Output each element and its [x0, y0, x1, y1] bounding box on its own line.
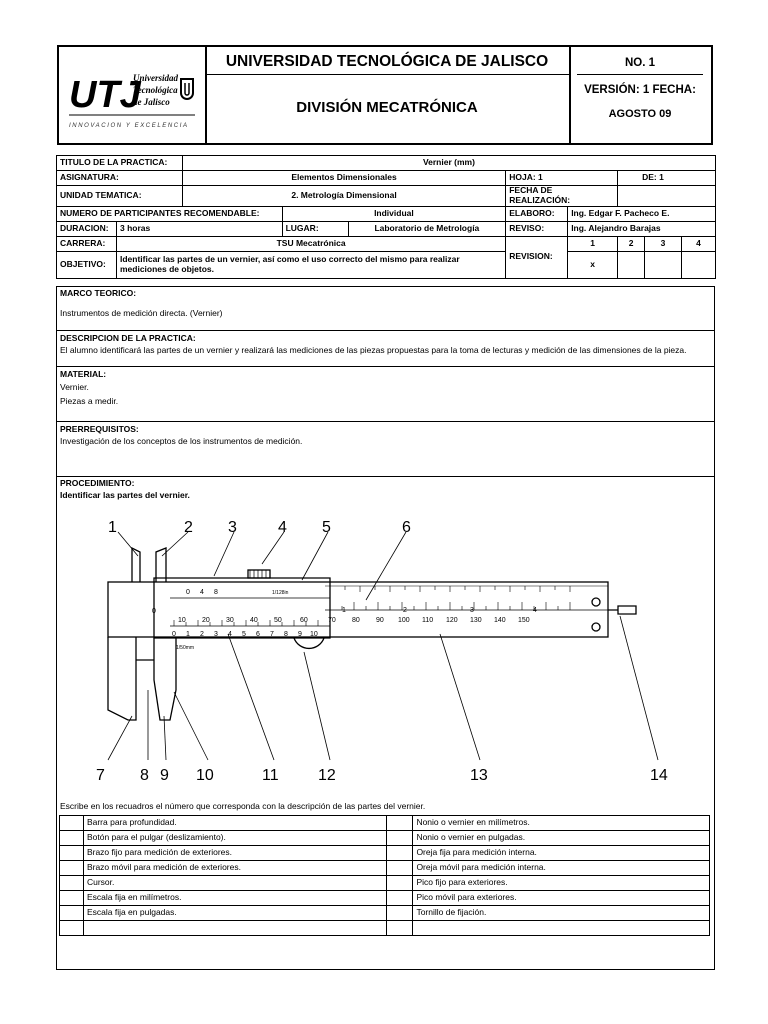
mm-label: 120 [446, 617, 458, 624]
mm-label: 10 [178, 617, 186, 624]
answer-box[interactable] [60, 831, 84, 846]
part-description: Oreja móvil para medición interna. [413, 861, 710, 876]
logo-line-3: de Jalisco [133, 97, 170, 107]
table-row [60, 906, 710, 921]
material-item: Vernier. [60, 382, 89, 392]
vernier-label: 7 [270, 631, 274, 638]
callout-number: 8 [140, 767, 149, 784]
part-description [83, 921, 387, 936]
mm-label: 60 [300, 617, 308, 624]
instructions-text: Escribe en los recuadros el número que corresponda con la descripción de las partes del vernier. [60, 801, 426, 811]
part-description: Botón para el pulgar (deslizamiento). [83, 831, 387, 846]
callout-number: 3 [228, 519, 237, 536]
table-row [60, 921, 710, 936]
answer-box[interactable] [60, 921, 84, 936]
titulo-value: Vernier (mm) [182, 156, 715, 171]
inch-label: 8 [214, 589, 218, 596]
fixed-jaw [108, 637, 136, 720]
answer-box[interactable] [60, 891, 84, 906]
part-description: Pico móvil para exteriores. [413, 891, 710, 906]
vernier-label: 5 [242, 631, 246, 638]
inch-label: 4 [533, 607, 537, 614]
lugar-value: Laboratorio de Metrología [348, 221, 506, 236]
prerreq-text: Investigación de los conceptos de los instrumentos de medición. [60, 436, 303, 446]
lugar-label: LUGAR: [282, 221, 348, 236]
cursor-body [154, 578, 330, 638]
vernier-label: 2 [200, 631, 204, 638]
inch-label: 1 [342, 607, 346, 614]
carrera-value: TSU Mecatrónica [116, 236, 505, 251]
callout-number: 5 [322, 519, 331, 536]
part-description: Cursor. [83, 876, 387, 891]
vernier-label: 6 [256, 631, 260, 638]
objetivo-label: OBJETIVO: [57, 251, 117, 278]
mm-label: 70 [328, 617, 336, 624]
elaboro-value: Ing. Edgar F. Pacheco E. [568, 206, 716, 221]
mm-label: 130 [470, 617, 482, 624]
logo-shield-icon [181, 79, 193, 99]
inch-label: 3 [470, 607, 474, 614]
document-date: AGOSTO 09 [608, 108, 672, 120]
duracion-label: DURACION: [57, 221, 117, 236]
material-title: MATERIAL: [60, 369, 107, 379]
fecha-label: FECHA DE REALIZACIÓN: [506, 186, 618, 207]
inch-label: 2 [403, 607, 407, 614]
parts-table [59, 815, 710, 936]
logo-line-1: Universidad [133, 73, 178, 83]
mm-label: 30 [226, 617, 234, 624]
callout-number: 11 [262, 767, 279, 784]
rev-mark-4 [681, 251, 715, 278]
mm-label: 100 [398, 617, 410, 624]
callout-number: 13 [470, 767, 488, 784]
answer-box[interactable] [387, 831, 413, 846]
table-row [60, 846, 710, 861]
vernier-label: 3 [214, 631, 218, 638]
vernier-diagram [90, 510, 680, 795]
mm-label: 0 [152, 608, 156, 615]
marco-section [57, 287, 714, 331]
answer-box[interactable] [387, 846, 413, 861]
mm-label: 150 [518, 617, 530, 624]
part-description: Escala fija en pulgadas. [83, 906, 387, 921]
de-label: DE: 1 [618, 171, 716, 186]
mm-label: 50 [274, 617, 282, 624]
unidad-label: UNIDAD TEMATICA: [57, 186, 183, 207]
callout-number: 7 [96, 767, 105, 784]
titulo-label: TITULO DE LA PRACTICA: [57, 156, 183, 171]
vernier-label: 1 [186, 631, 190, 638]
callout-number: 2 [184, 519, 193, 536]
vernier-label: 8 [284, 631, 288, 638]
answer-box[interactable] [387, 816, 413, 831]
callout-number: 14 [650, 767, 668, 784]
part-description: Tornillo de fijación. [413, 906, 710, 921]
inch-label: 0 [186, 589, 190, 596]
mm-label: 80 [352, 617, 360, 624]
descripcion-section [57, 330, 714, 367]
callout-number: 10 [196, 767, 214, 784]
material-section [57, 366, 714, 422]
logo-line-2: Tecnológica [133, 85, 178, 95]
answer-box[interactable] [60, 876, 84, 891]
answer-box[interactable] [387, 906, 413, 921]
utj-logo [59, 47, 207, 143]
answer-box[interactable] [387, 876, 413, 891]
callout-number: 1 [108, 519, 117, 536]
part-description: Pico fijo para exteriores. [413, 876, 710, 891]
prerreq-title: PRERREQUISITOS: [60, 424, 139, 434]
proc-subtitle: Identificar las partes del vernier. [60, 490, 190, 500]
proc-title: PROCEDIMIENTO: [60, 478, 135, 488]
document-number: NO. 1 [624, 57, 656, 69]
inch-unit-label: 1/128in [272, 590, 289, 596]
vernier-label: 4 [228, 631, 232, 638]
vernier-unit-label: 1/50mm [176, 645, 195, 651]
callout-number: 6 [402, 519, 411, 536]
part-description: Brazo fijo para medición de exteriores. [83, 846, 387, 861]
part-description: Oreja fija para medición interna. [413, 846, 710, 861]
reviso-label: REVISO: [506, 221, 568, 236]
university-name: UNIVERSIDAD TECNOLÓGICA DE JALISCO [225, 53, 549, 70]
document-header [57, 45, 713, 145]
table-row [60, 891, 710, 906]
participantes-label: NUMERO DE PARTICIPANTES RECOMENDABLE: [57, 206, 283, 221]
material-item: Piezas a medir. [60, 396, 119, 406]
callout-number: 9 [160, 767, 169, 784]
table-row [60, 876, 710, 891]
utj-logo-icon [59, 47, 205, 143]
rev-mark-3 [645, 251, 682, 278]
answer-box[interactable] [60, 861, 84, 876]
asignatura-label: ASIGNATURA: [57, 171, 183, 186]
answer-box[interactable] [387, 891, 413, 906]
part-description: Barra para profundidad. [83, 816, 387, 831]
duracion-value: 3 horas [116, 221, 282, 236]
rev-col-3: 3 [645, 236, 682, 251]
carrera-label: CARRERA: [57, 236, 117, 251]
mm-label: 40 [250, 617, 258, 624]
vernier-label: 9 [298, 631, 302, 638]
elaboro-label: ELABORO: [506, 206, 568, 221]
vernier-label: 10 [310, 631, 318, 638]
part-description: Brazo móvil para medición de exteriores. [83, 861, 387, 876]
rev-mark-2 [618, 251, 645, 278]
revision-label: REVISION: [506, 236, 568, 278]
answer-box[interactable] [387, 861, 413, 876]
part-description: Nonio o vernier en pulgadas. [413, 831, 710, 846]
rev-col-1: 1 [568, 236, 618, 251]
descripcion-title: DESCRIPCION DE LA PRACTICA: [60, 333, 196, 343]
answer-box[interactable] [60, 816, 84, 831]
table-row [60, 831, 710, 846]
division-name: DIVISIÓN MECATRÓNICA [296, 99, 478, 116]
version-label: VERSIÓN: 1 FECHA: [584, 84, 696, 96]
callout-number: 12 [318, 767, 336, 784]
asignatura-value: Elementos Dimensionales [182, 171, 505, 186]
answer-box[interactable] [60, 906, 84, 921]
mm-label: 20 [202, 617, 210, 624]
part-description: Escala fija en milímetros. [83, 891, 387, 906]
inch-scale [330, 586, 570, 592]
marco-text: Instrumentos de medición directa. (Vernier) [60, 308, 223, 318]
descripcion-text: El alumno identificará las partes de un vernier y realizará las mediciones de las piezas propuestas para la toma de lecturas y medición de las dimensiones de la pieza. [60, 345, 687, 355]
mm-label: 110 [422, 617, 434, 624]
part-description: Nonio o vernier en milímetros. [413, 816, 710, 831]
thumb-button [248, 570, 270, 578]
practice-info-table [56, 155, 716, 279]
rev-col-4: 4 [681, 236, 715, 251]
movable-jaw [154, 638, 176, 720]
logo-letters: UTJ [69, 74, 141, 116]
objetivo-value: Identificar las partes de un vernier, así como el uso correcto del mismo para realizar mediciones de objetos. [116, 251, 505, 278]
logo-tagline: INNOVACION Y EXCELENCIA [69, 123, 189, 129]
rev-col-2: 2 [618, 236, 645, 251]
unidad-value: 2. Metrología Dimensional [182, 186, 505, 207]
prerrequisitos-section [57, 421, 714, 477]
part-description [413, 921, 710, 936]
mm-label: 90 [376, 617, 384, 624]
answer-box[interactable] [60, 846, 84, 861]
vernier-label: 0 [172, 631, 176, 638]
fecha-value [618, 186, 716, 207]
table-row [60, 816, 710, 831]
participantes-value: Individual [282, 206, 506, 221]
reviso-value: Ing. Alejandro Barajas [568, 221, 716, 236]
marco-title: MARCO TEORICO: [60, 288, 137, 298]
answer-box[interactable] [387, 921, 413, 936]
inch-label: 4 [200, 589, 204, 596]
callout-number: 4 [278, 519, 287, 536]
hoja-label: HOJA: 1 [506, 171, 618, 186]
mm-label: 140 [494, 617, 506, 624]
table-row [60, 861, 710, 876]
rev-mark-1: x [568, 251, 618, 278]
